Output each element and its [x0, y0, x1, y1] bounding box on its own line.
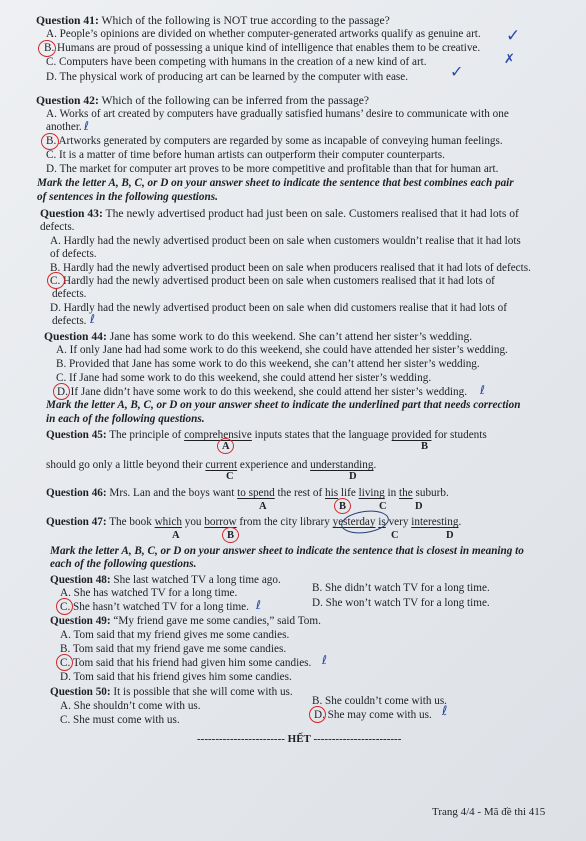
q41-option-c: C. Computers have been competing with humans in the creation of a new kind of art.	[46, 56, 427, 68]
q47-text: you	[184, 516, 202, 528]
q48-stem	[50, 574, 281, 587]
q47-underlined-d: interesting	[411, 516, 459, 528]
instruction-closest-line2: each of the following questions.	[50, 558, 197, 570]
check-mark-icon: ✓	[450, 62, 464, 81]
q43-option-a-line2: of defects.	[50, 248, 97, 260]
q45-letter-d: D	[349, 471, 357, 482]
q45-letter-a: A	[222, 441, 230, 452]
instruction-correction-line1: Mark the letter A, B, C, or D on your answer sheet to indicate the underlined part that needs correction	[46, 399, 521, 411]
q46-text: suburb.	[415, 487, 449, 499]
q42-option-a-line1: A. Works of art created by computers have gradually satisfied humans’ desire to communicate with one	[46, 108, 509, 120]
q47-label: Question 47:	[46, 516, 107, 528]
q46-label: Question 46:	[46, 487, 107, 499]
answer-circle-q45-a	[217, 438, 234, 454]
q47-letter-b: B	[227, 530, 235, 541]
q46-underlined-c: living	[358, 487, 385, 499]
q45-underlined-a: comprehensive	[184, 429, 252, 441]
q42-label: Question 42:	[36, 94, 99, 107]
q41-option-b: B. Humans are proud of possessing a unique kind of intelligence that enables them to be creative.	[44, 42, 481, 54]
instruction-correction-line2: in each of the following questions.	[46, 413, 205, 425]
page-footer: Trang 4/4 - Mã đề thi 415	[432, 806, 546, 818]
q46-letter-c: C	[379, 501, 387, 512]
q43-option-d-line2: defects.	[52, 315, 87, 327]
q46-text: the rest of	[277, 487, 323, 499]
q41-text: Which of the following is NOT true according to the passage?	[101, 14, 390, 27]
q41-stem	[36, 14, 390, 27]
end-marker: ------------------------ HẾT ------------------------	[197, 733, 402, 745]
q44-label: Question 44:	[44, 330, 107, 343]
q43-text: The newly advertised product had just been on sale. Customers realised that it had lots of	[105, 207, 519, 220]
q50-stem	[50, 686, 293, 699]
q47-underlined-c: yesterday	[332, 516, 376, 528]
answer-circle-q46-b	[334, 498, 351, 514]
cross-mark-icon: ✗	[504, 52, 515, 67]
q45-line2	[46, 459, 376, 472]
q48-option-b: B. She didn’t watch TV for a long time.	[312, 582, 490, 594]
scribble-mark-icon: ℓ	[90, 312, 95, 326]
q47-letter-a: A	[172, 530, 180, 541]
q44-option-a: A. If only Jane had had some work to do this weekend, she could have attended her sister’s wedding.	[56, 344, 508, 356]
q45-text: should go only a little beyond their	[46, 459, 203, 471]
answer-circle-q49-c	[56, 654, 73, 671]
q44-option-d: D. If Jane didn’t have some work to do this weekend, she could attend her sister’s wedding.	[57, 386, 468, 398]
q46-letter-d: D	[415, 501, 423, 512]
instruction-combine-line1: Mark the letter A, B, C, or D on your answer sheet to indicate the sentence that best combines each pair	[37, 177, 514, 189]
q49-stem	[50, 615, 321, 628]
q47-letter-c: C	[391, 530, 399, 541]
q46-letter-a: A	[259, 501, 267, 512]
q46-underlined-b: his	[325, 487, 339, 499]
q46-text: in	[387, 487, 397, 499]
q50-option-d: D. She may come with us.	[314, 709, 432, 721]
q45-underlined-c: current	[205, 459, 238, 471]
q49-option-d: D. Tom said that his friend gives him some candies.	[60, 671, 292, 683]
scribble-mark-icon: ℓ	[256, 598, 261, 612]
q43-option-c-line1: C. Hardly had the newly advertised product been on sale when customers realised that it had lots of	[50, 275, 495, 287]
q50-option-a: A. She shouldn’t come with us.	[60, 700, 201, 712]
q45-text: for students	[434, 429, 487, 441]
instruction-combine-line2: of sentences in the following questions.	[37, 191, 218, 203]
scribble-mark-icon: ℓ	[442, 704, 448, 719]
q43-option-b: B. Hardly had the newly advertised product been on sale when producers realised that it had lots of defects.	[50, 262, 531, 274]
q43-option-d-line1: D. Hardly had the newly advertised product been on sale when did customers realise that it had lots of	[50, 302, 508, 314]
q47-line	[46, 516, 461, 529]
q45-letter-b: B	[421, 441, 429, 452]
q48-option-d: D. She won’t watch TV for a long time.	[312, 597, 490, 609]
q47-text: from the city library	[239, 516, 330, 528]
q45-text: inputs states that the language	[254, 429, 389, 441]
q42-text: Which of the following can be inferred from the passage?	[101, 94, 370, 107]
q46-underlined-a: to spend	[237, 487, 275, 499]
q47-text: .	[458, 516, 462, 528]
q43-stem-line2: defects.	[40, 221, 75, 233]
q45-underlined-d: understanding	[310, 459, 374, 471]
q45-text: .	[373, 459, 377, 471]
q50-option-b: B. She couldn’t come with us.	[312, 695, 447, 707]
q43-option-c-line2: defects.	[52, 288, 87, 300]
q50-option-c: C. She must come with us.	[60, 714, 180, 726]
q50-text: It is possible that she will come with us.	[113, 686, 293, 698]
answer-circle-q47-b	[222, 527, 239, 543]
q45-label: Question 45:	[46, 429, 107, 441]
q42-stem	[36, 94, 369, 107]
q41-option-d: D. The physical work of producing art can be learned by the computer with ease.	[46, 71, 409, 83]
scribble-mark-icon: ℓ	[322, 653, 327, 667]
q49-label: Question 49:	[50, 615, 111, 627]
q41-label: Question 41:	[36, 14, 99, 27]
answer-circle-q43-c	[47, 272, 65, 289]
scribble-mark-icon: ℓ	[480, 383, 485, 397]
q49-option-b: B. Tom said that my friend gave me some candies.	[60, 643, 287, 655]
q46-text: life	[340, 487, 356, 499]
q47-underlined-b: borrow	[204, 516, 237, 528]
q42-option-a-line2: another.	[46, 121, 82, 133]
answer-circle-q48-c	[56, 598, 73, 615]
q47-letter-d: D	[446, 530, 454, 541]
q43-stem-line1	[40, 207, 519, 220]
q49-option-c: C. Tom said that his friend had given him some candies.	[60, 657, 312, 669]
q50-label: Question 50:	[50, 686, 111, 698]
q43-label: Question 43:	[40, 207, 103, 220]
q47-text: The book	[109, 516, 152, 528]
q42-option-c: C. It is a matter of time before human artists can outperform their computer counterparts.	[46, 149, 445, 161]
q46-text: Mrs. Lan and the boys want	[109, 487, 235, 499]
q41-option-a: A. People’s opinions are divided on whether computer-generated artworks qualify as genuine art.	[46, 28, 481, 40]
q45-text: experience and	[239, 459, 308, 471]
q47-text: very	[388, 516, 409, 528]
q47-text: is	[378, 516, 386, 528]
answer-circle-q50-d	[309, 706, 326, 723]
q42-option-d: D. The market for computer art proves to be more competitive and profitable than that for human art.	[46, 163, 499, 175]
check-mark-icon: ✓	[506, 26, 521, 46]
q43-option-a-line1: A. Hardly had the newly advertised product been on sale when customers wouldn’t realise that it had lots	[50, 235, 521, 247]
q44-stem	[44, 330, 472, 343]
q44-text: Jane has some work to do this weekend. She can’t attend her sister’s wedding.	[109, 330, 473, 343]
q46-letter-b: B	[339, 501, 347, 512]
q45-letter-c: C	[226, 471, 234, 482]
q48-option-a: A. She has watched TV for a long time.	[60, 587, 238, 599]
scribble-mark-icon: ℓ	[84, 119, 89, 133]
q46-underlined-d: the	[399, 487, 413, 499]
q47-underlined-a: which	[154, 516, 182, 528]
q48-option-c: C. She hasn’t watched TV for a long time.	[60, 601, 249, 613]
q45-text: The principle of	[109, 429, 182, 441]
q46-line	[46, 487, 449, 500]
q45-underlined-b: provided	[391, 429, 432, 441]
q44-option-b: B. Provided that Jane has some work to do this weekend, she can’t attend her sister’s wedding.	[56, 358, 480, 370]
q49-option-a: A. Tom said that my friend gives me some candies.	[60, 629, 290, 641]
q48-label: Question 48:	[50, 574, 111, 586]
answer-circle-q41-b	[38, 40, 56, 57]
q42-option-b: B. Artworks generated by computers are regarded by some as incapable of conveying human feelings.	[46, 135, 503, 147]
q44-option-c: C. If Jane had some work to do this weekend, she could attend her sister’s wedding.	[56, 372, 432, 384]
q48-text: She last watched TV a long time ago.	[113, 574, 281, 586]
q49-text: “My friend gave me some candies,” said Tom.	[113, 615, 321, 627]
instruction-closest-line1: Mark the letter A, B, C, or D on your answer sheet to indicate the sentence that is closest in meaning to	[50, 545, 524, 557]
answer-circle-q44-d	[53, 383, 70, 400]
answer-circle-q42-b	[41, 133, 59, 150]
